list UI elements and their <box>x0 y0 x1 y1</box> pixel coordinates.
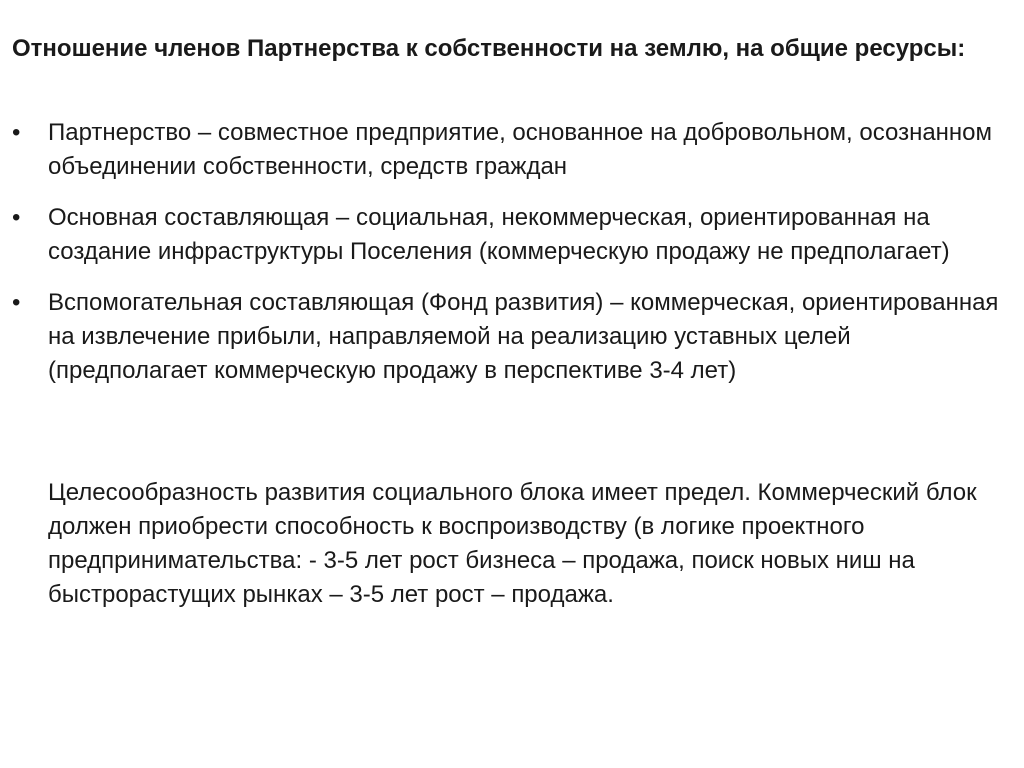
bullet-text: Партнерство – совместное предприятие, основанное на добровольном, осознанном объединении собственности, средств граждан <box>48 119 993 180</box>
bullet-text: Основная составляющая – социальная, некоммерческая, ориентированная на создание инфраструктуры Поселения (коммерческую продажу не предполагает) <box>48 204 950 265</box>
bullet-item-auxiliary-component <box>12 286 1016 388</box>
conclusion-paragraph: Целесообразность развития социального блока имеет предел. Коммерческий блок должен приобрести способность к воспроизводству (в логике проектного предпринимательства: - 3-5 лет рост бизнеса – продажа, поиск новых ниш на быстрорастущих рынках – 3-5 лет рост – продажа. <box>48 479 977 608</box>
bullet-text: Вспомогательная составляющая (Фонд развития) – коммерческая, ориентированная на извлечение прибыли, направляемой на реализацию уставных целей (предполагает коммерческую продажу в перспективе 3-4 лет) <box>48 289 999 384</box>
bullet-icon: • <box>12 119 21 146</box>
bullet-icon: • <box>12 204 21 231</box>
bullet-icon: • <box>12 289 21 316</box>
bullet-item-partnership <box>12 116 1016 184</box>
bullet-item-main-component <box>12 201 1016 269</box>
bullet-list <box>12 116 1016 405</box>
slide-heading: Отношение членов Партнерства к собственности на землю, на общие ресурсы: <box>12 35 966 62</box>
